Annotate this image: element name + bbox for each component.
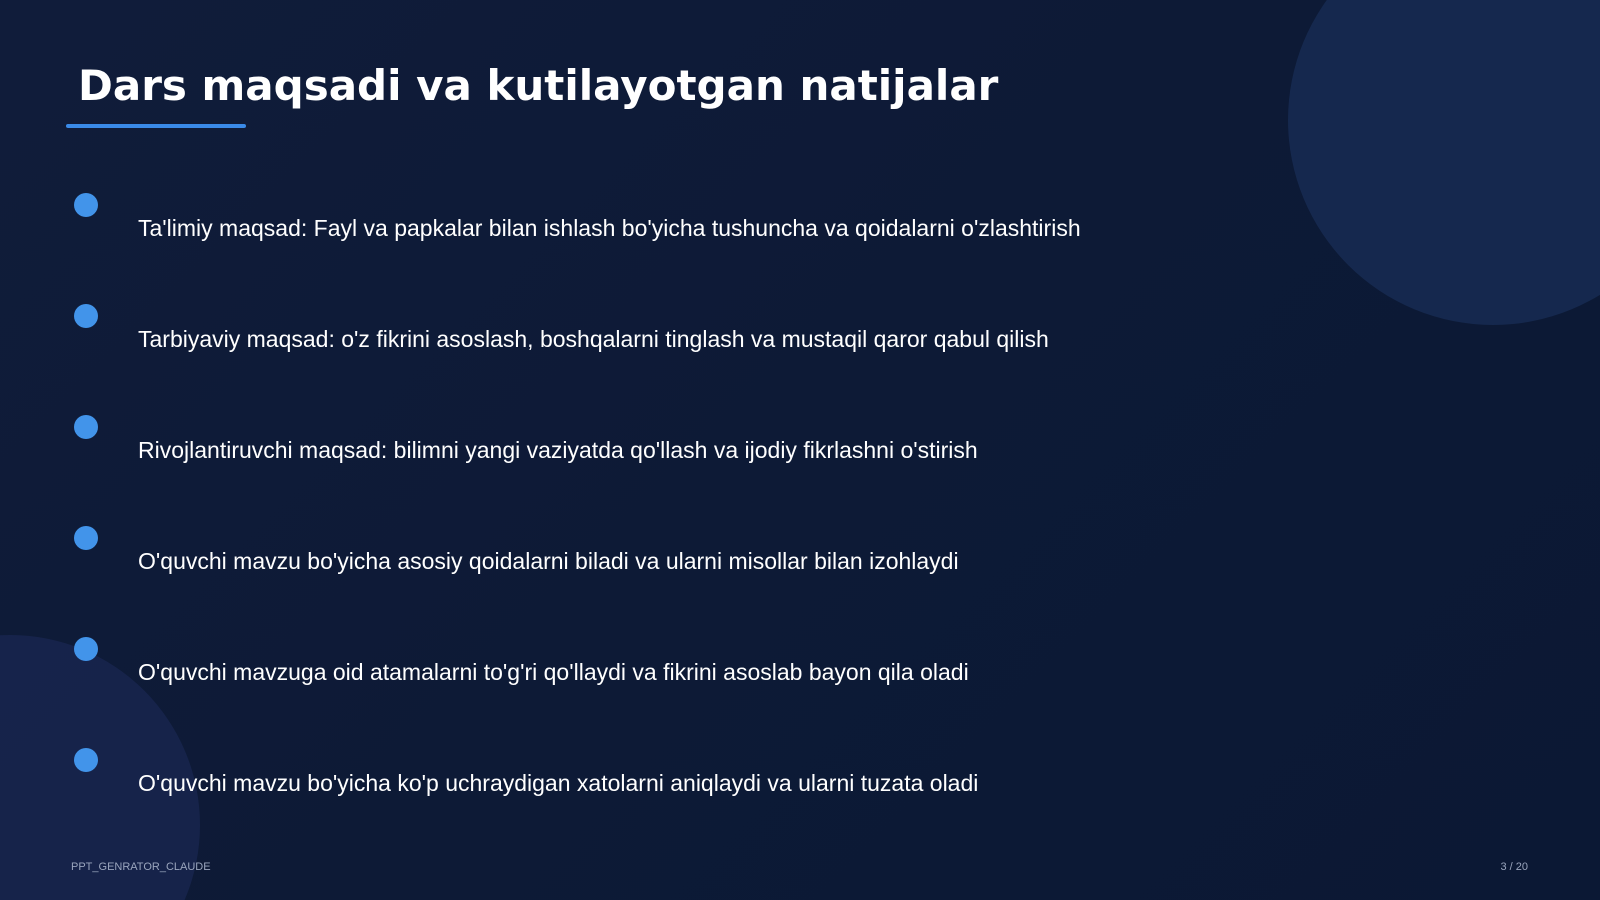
bullet-dot-icon xyxy=(74,637,98,661)
list-item xyxy=(0,637,1400,717)
bullet-dot-icon xyxy=(74,304,98,328)
bullet-text: O'quvchi mavzuga oid atamalarni to'g'ri qo'llaydi va fikrini asoslab bayon qila oladi xyxy=(138,659,969,685)
list-item xyxy=(0,526,1400,606)
bullet-text: Rivojlantiruvchi maqsad: bilimni yangi vaziyatda qo'llash va ijodiy fikrlashni o'stirish xyxy=(138,437,978,463)
page-indicator: 3 / 20 xyxy=(1500,861,1528,873)
bullet-text: O'quvchi mavzu bo'yicha ko'p uchraydigan xatolarni aniqlaydi va ularni tuzata oladi xyxy=(138,770,979,796)
slide-title: Dars maqsadi va kutilayotgan natijalar xyxy=(78,61,999,110)
footer-brand-label: PPT_GENRATOR_CLAUDE xyxy=(71,861,211,873)
bullet-dot-icon xyxy=(74,415,98,439)
bullet-text: Tarbiyaviy maqsad: o'z fikrini asoslash, boshqalarni tinglash va mustaqil qaror qabul qilish xyxy=(138,326,1049,352)
bullet-dot-icon xyxy=(74,748,98,772)
bullet-dot-icon xyxy=(74,526,98,550)
bullet-dot-icon xyxy=(74,193,98,217)
list-item xyxy=(0,415,1400,495)
bullet-text: O'quvchi mavzu bo'yicha asosiy qoidalarni biladi va ularni misollar bilan izohlaydi xyxy=(138,548,959,574)
list-item xyxy=(0,304,1400,384)
list-item xyxy=(0,748,1400,828)
bullet-text: Ta'limiy maqsad: Fayl va papkalar bilan ishlash bo'yicha tushuncha va qoidalarni o'zlashtirish xyxy=(138,215,1081,241)
list-item xyxy=(0,193,1400,273)
